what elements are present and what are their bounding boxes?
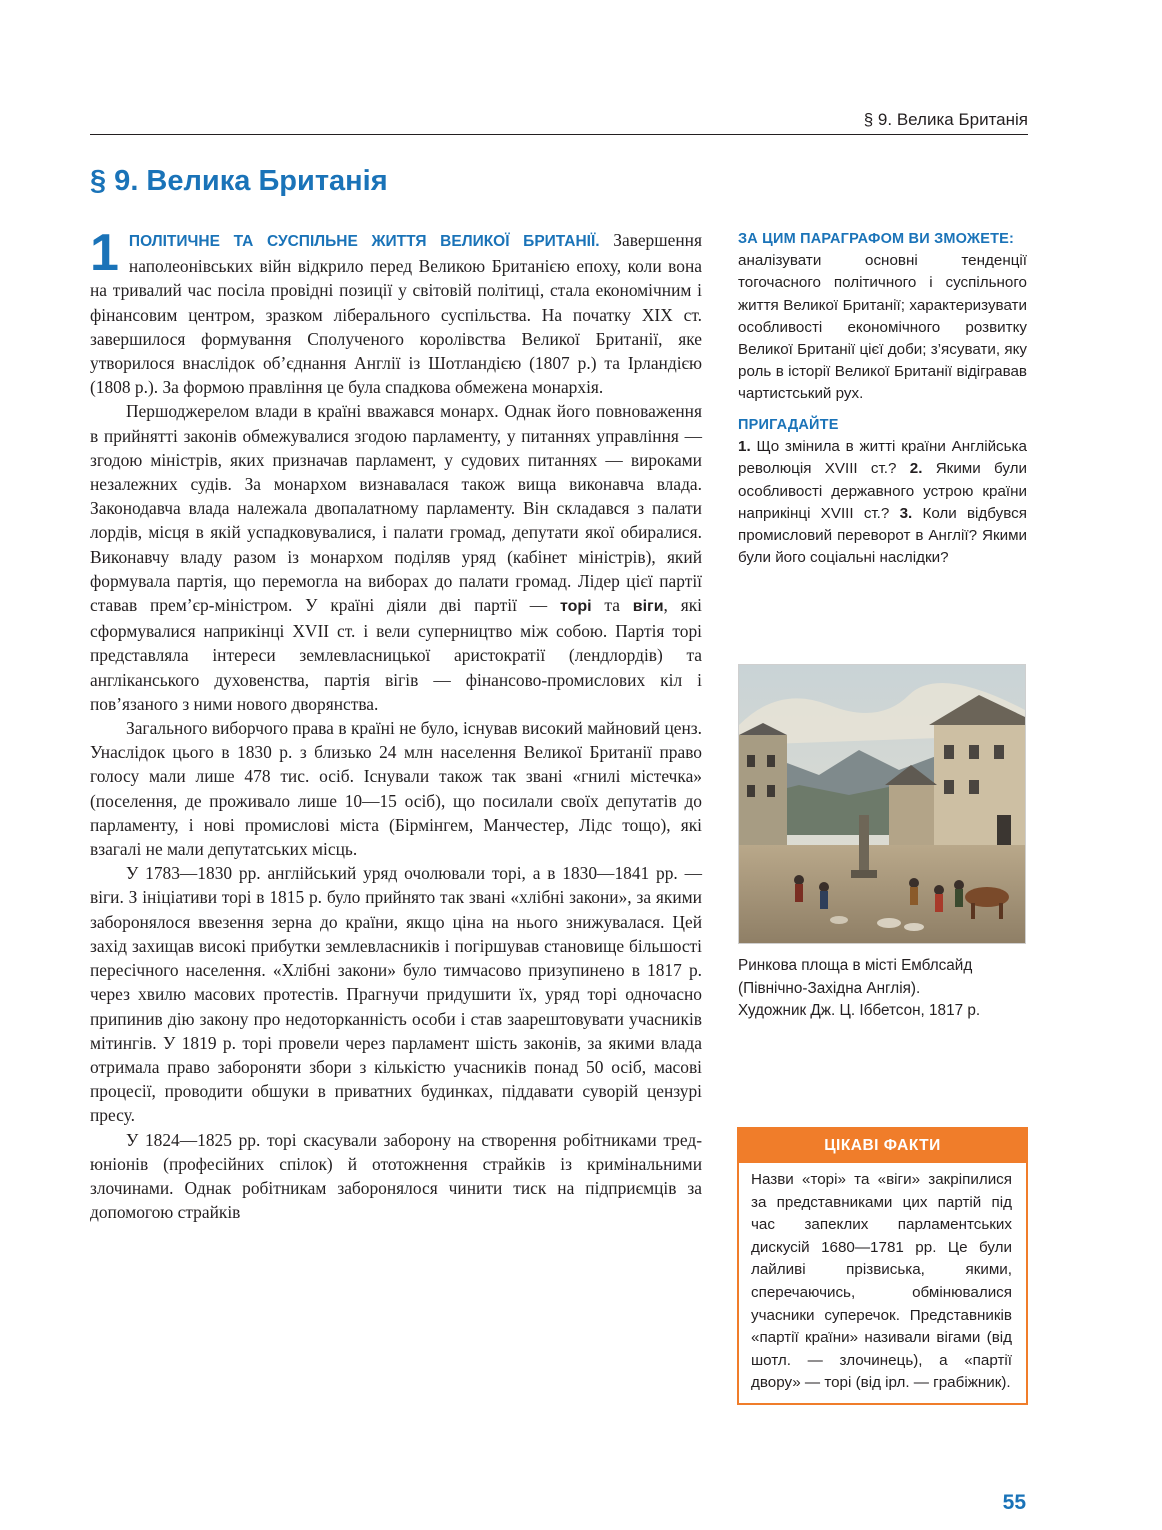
question-2-number: 2.	[909, 460, 923, 478]
question-2: Якими були особливості державного устрою країни наприкінці XVIII ст.?	[738, 460, 1027, 522]
header-rule	[90, 134, 1028, 135]
paragraph-suffrage: Загального виборчого права в країні не було, існував високий майновий ценз. Унаслідок цього в 1830 р. з близько 24 млн населення Великої Британії право голосу мали лише 478 тис. осіб. Існували також так звані «гнилі містечка» (поселення, де проживало лише 10—15 осіб), що посилали своїх депутатів до парламенту, і нові промислові міста (Бірмінгем, Манчестер, Лідс тощо), які взагалі не мали депутатських місць.	[90, 718, 702, 860]
page-number: 55	[1002, 1491, 1026, 1514]
question-3-number: 3.	[899, 504, 913, 522]
paragraph-trade-unions: У 1824—1825 рр. торі скасували заборону на створення робітниками тред-юніонів (професійних спілок) й ототожнення страйків із кримінальними злочинами. Однак робітникам заборонялося чинити тиск на підприємців за допомогою страйків	[90, 1129, 702, 1223]
recall-heading: ПРИГАДАЙТЕ	[738, 417, 839, 433]
paragraph-and: та	[604, 595, 620, 616]
caption-line-1: Ринкова площа в місті Емблсайд	[738, 957, 973, 974]
caption-line-3: Художник Дж. Ц. Іббетсон, 1817 р.	[738, 1002, 981, 1020]
facts-heading: ЦІКАВІ ФАКТИ	[739, 1129, 1026, 1163]
paragraph-power	[90, 399, 702, 716]
interesting-facts-box	[737, 1127, 1028, 1405]
goals-heading: ЗА ЦИМ ПАРАГРАФОМ ВИ ЗМОЖЕТЕ:	[738, 231, 1015, 247]
recall-questions	[738, 436, 1027, 569]
question-1-number: 1.	[738, 438, 751, 456]
section-intro-paragraph	[90, 224, 702, 399]
running-head: § 9. Велика Британія	[863, 110, 1028, 129]
recall-box	[738, 414, 1027, 569]
paragraph-corn-laws: У 1783—1830 рр. англійський уряд очолювали торі, а в 1830—1841 рр. — віги. З ініціативи торі в 1815 р. було прийнято так звані «хлібні закони», за якими заборонялося ввезення зерна до країни, якщо ціна на нього знижувалася. Цей захід захищав високі прибутки землевласників і погіршував становище більшості пересічного населення. «Хлібні закони» було тимчасово призупинено в 1817 р. через хвилю масових протестів. Прагнучи придушити їх, уряд торі одночасно припинив дію закону про недоторканність особи і став заарештовувати учасників мітингів. У 1819 р. торі провели через парламент шість законів, за якими влада отримала право забороняти збори з кількістю учасників понад 50 осіб, масові процесії, проводити обшуки в приватних будинках, піддавати суворій цензурі пресу.	[90, 863, 702, 1126]
page-title: § 9. Велика Британія	[90, 165, 388, 197]
paragraph-power-a: Першоджерелом влади в країні вважався монарх. Однак його повноваження в прийнятті законів обмежувалися згодою парламенту, у питаннях управління — згодою міністрів, яких призначав парламент, у судових питаннях — вироками незалежних судів. За монархом визнавалася також вища виконавча влада. Законодавча влада належала двопалатному парламенту. Він складався з палати лордів, місця в якій успадковувалися, і палати громад, депутати якої обиралися. Виконавчу владу разом із монархом поділяв уряд (кабінет міністрів), який формувала партія, що перемогла на виборах до палати громад. Лідер цієї партії ставав прем’єр-міністром. У країні діяли дві партії —	[90, 401, 702, 616]
main-text	[90, 224, 702, 1224]
painting-caption	[738, 955, 1028, 1023]
question-1: Що змінила в житті країни Англійська революція XVIII ст.?	[738, 438, 1027, 478]
paragraph-power-b: , які сформувалися наприкінці XVII ст. і вели суперництво між собою. Партія торі представляла інтереси землевласницької аристократії (лендлордів) та англіканського духовенства, партія вігів — фінансово-промислових кіл і пов’язаного з ними нового дворянства.	[90, 595, 702, 714]
section-number: 1	[90, 224, 119, 282]
keyword-tory: торі	[559, 598, 592, 616]
market-square-painting	[739, 665, 1025, 943]
intro-text: Завершення наполеонівських війн відкрило перед Великою Британією епоху, коли вона на тривалий час посіла провідні позиції у світовій політиці, стала економічним і фінансовим центром, зразком ліберального суспільства. На початку XIX ст. завершилося формування Сполученого королівства Великої Британії, яке утворилося внаслідок об’єднання Англії із Шотландією (1807 р.) та Ірландією (1808 р.). За формою правління це була спадкова обмежена монархія.	[90, 230, 702, 398]
question-3: Коли відбувся промисловий переворот в Англії? Якими були його соціальні наслідки?	[738, 504, 1027, 567]
goals-text: аналізувати основні тенденції тогочасного політичного і суспільного життя Великої Британії; характеризувати особливості економічного розвитку Великої Британії цієї доби; з’ясувати, яку роль в історії Великої Британії відігравав чартистський рух.	[738, 252, 1027, 403]
section-heading: ПОЛІТИЧНЕ ТА СУСПІЛЬНЕ ЖИТТЯ ВЕЛИКОЇ БРИТАНІЇ.	[128, 233, 600, 250]
painting-image	[738, 664, 1026, 944]
goals-box	[738, 228, 1027, 406]
facts-text: Назви «торі» та «віги» закріпилися за представниками цих партій під час запеклих парламентських дискусій 1680—1781 рр. Це були лайливі прізвиська, якими, сперечаючись, обмінювалися учасники суперечок. Представників «партії країни» називали вігами (від шотл. — злочинець), а «партії двору» — торі (від ірл. — грабіжник).	[751, 1171, 1012, 1392]
keyword-whig: віги	[632, 598, 664, 616]
caption-line-2: (Північно-Західна Англія).	[738, 979, 921, 997]
